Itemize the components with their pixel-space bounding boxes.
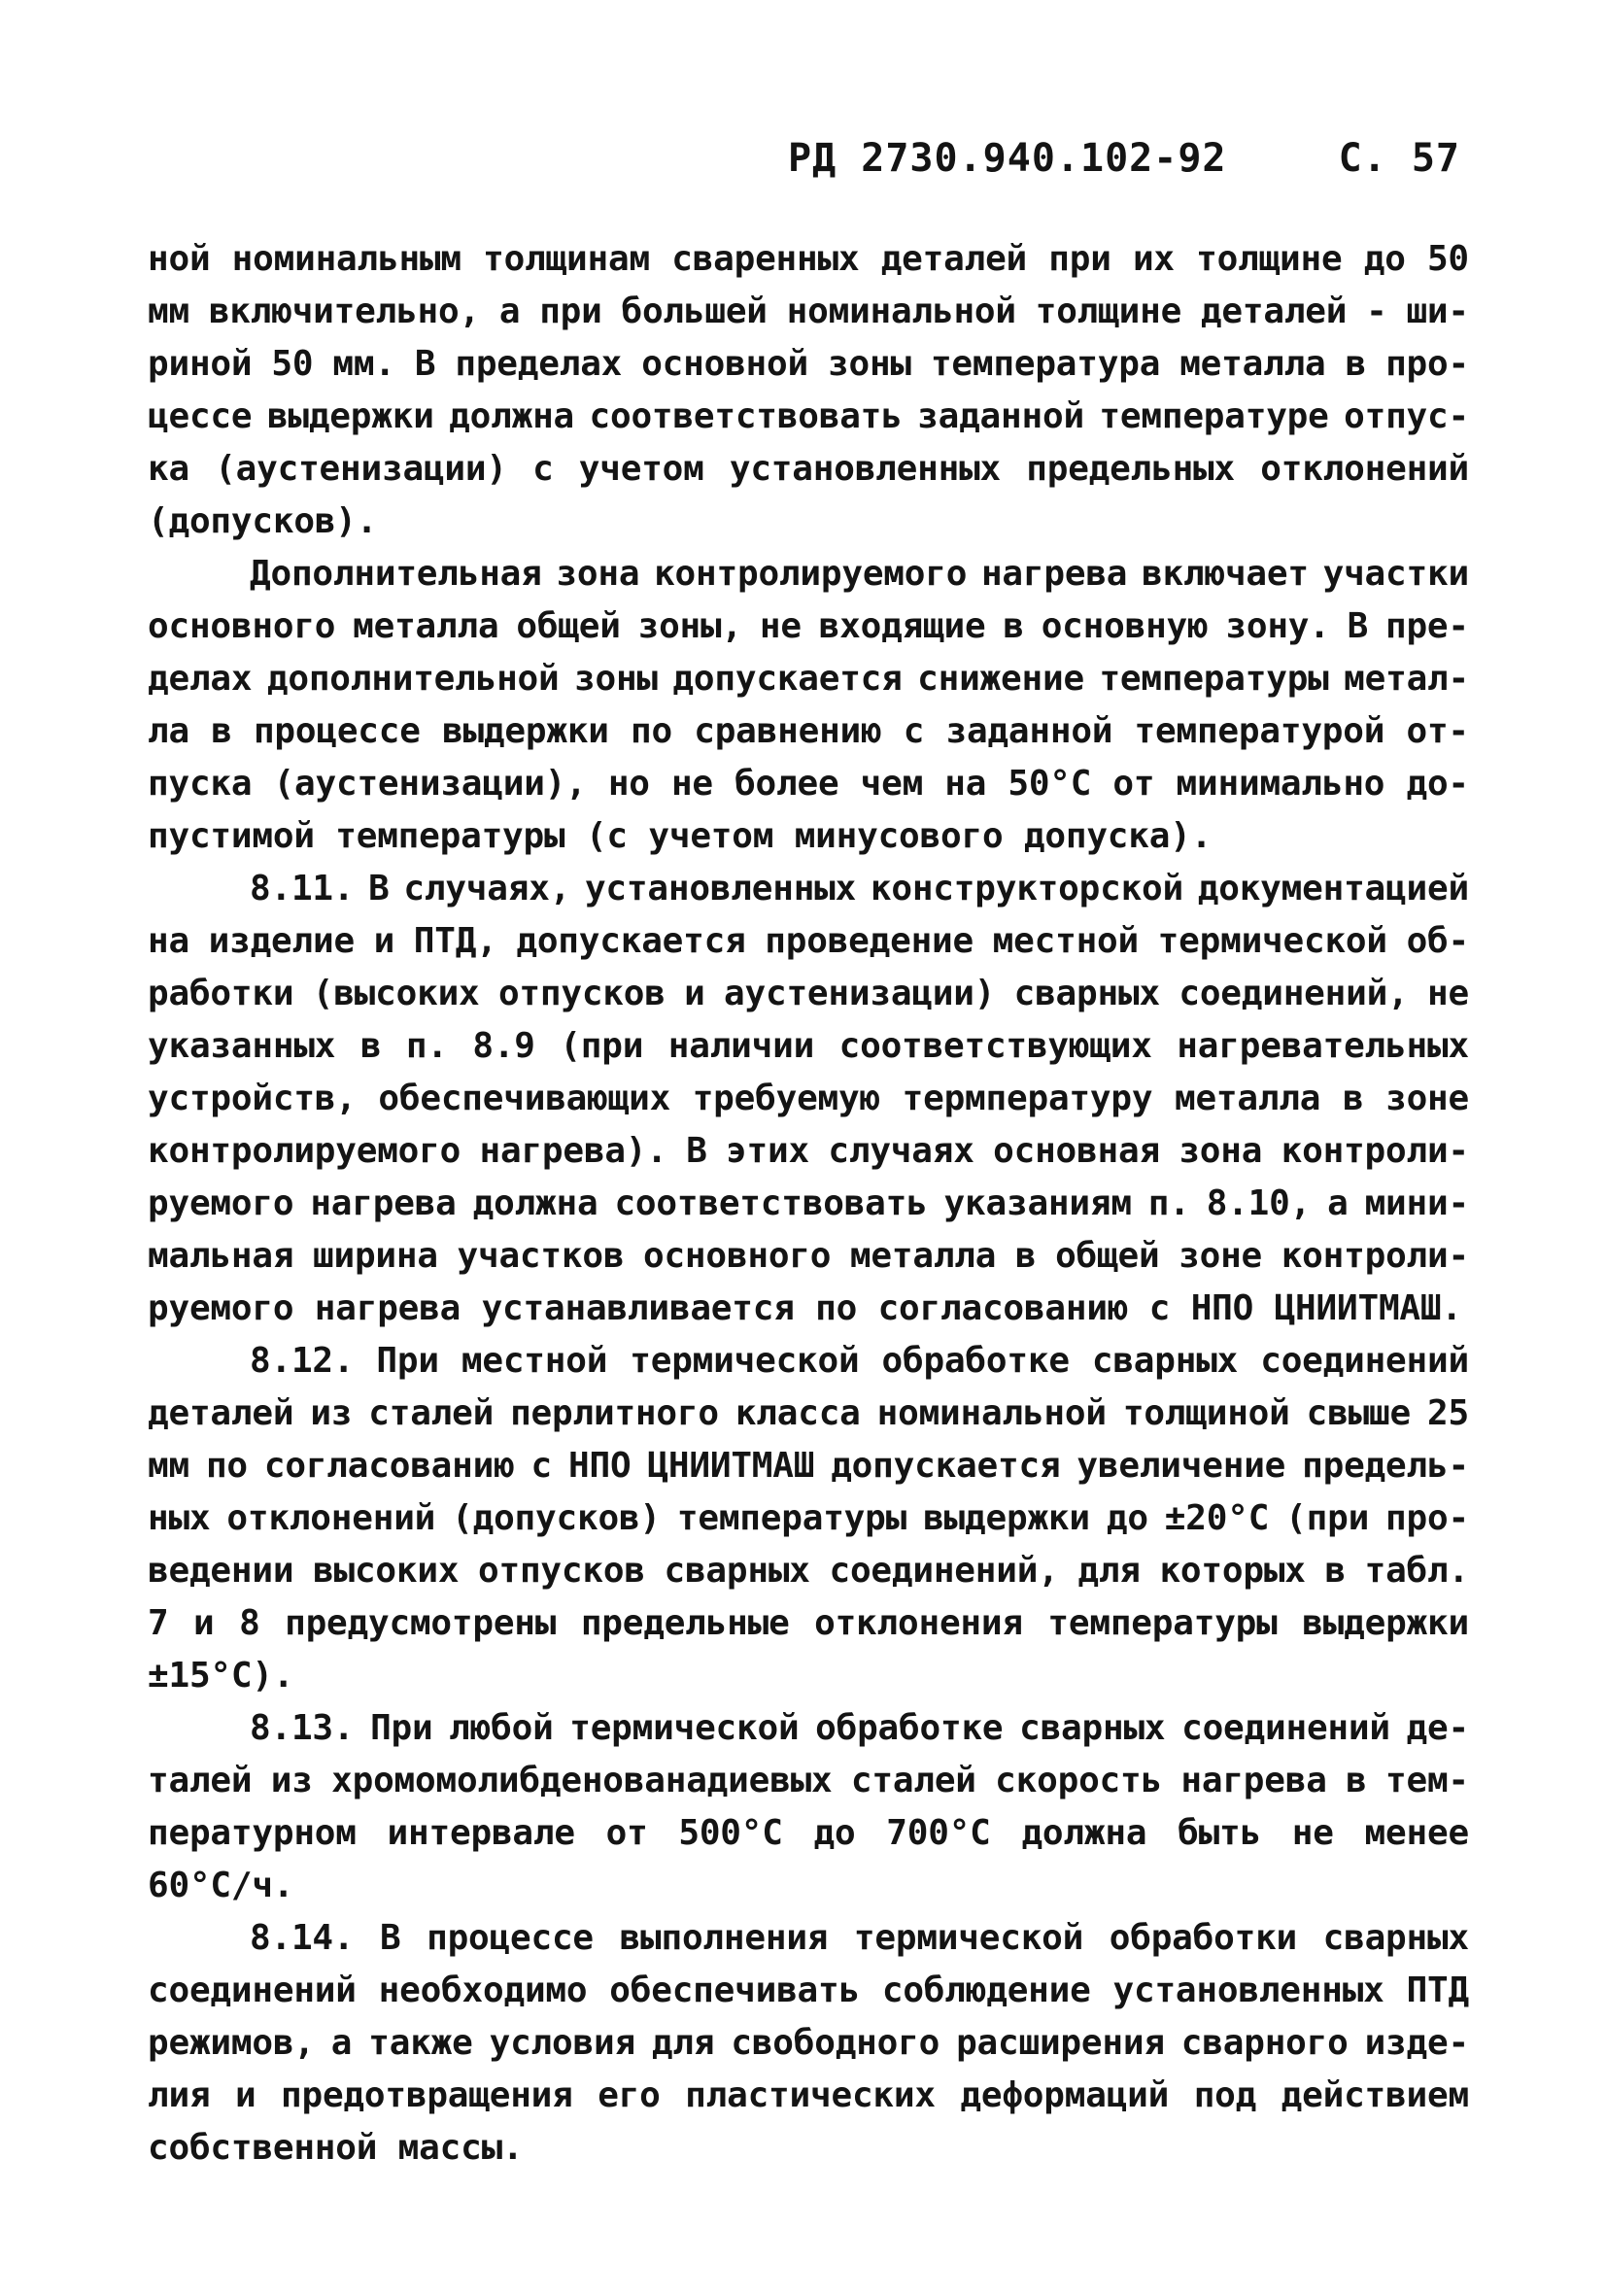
paragraph-clause-8-12 bbox=[148, 1335, 1469, 1702]
paragraph-clause-8-13 bbox=[148, 1702, 1469, 1912]
text-line: ных отклонений (допусков) температуры выдержки до ±20°С (при про- bbox=[148, 1498, 1469, 1538]
paragraph-clause-8-11 bbox=[148, 863, 1469, 1335]
text-line: пуска (аустенизации), но не более чем на 50°С от минимально до- bbox=[148, 764, 1469, 804]
text-line: устройств, обеспечивающих требуемую термпературу металла в зоне bbox=[148, 1079, 1469, 1118]
page-number: С. 57 bbox=[1338, 136, 1460, 181]
text-line: пустимой температуры (с учетом минусового допуска). bbox=[148, 816, 1213, 856]
text-line: руемого нагрева должна соответствовать указаниям п. 8.10, а мини- bbox=[148, 1183, 1469, 1223]
text-line: указанных в п. 8.9 (при наличии соответствующих нагревательных bbox=[148, 1026, 1469, 1066]
paragraph-clause-8-14 bbox=[148, 1912, 1469, 2175]
text-line: 60°С/ч. bbox=[148, 1866, 294, 1905]
text-line: режимов, а также условия для свободного расширения сварного изде- bbox=[148, 2023, 1469, 2063]
text-line: ной номинальным толщинам сваренных деталей при их толщине до 50 bbox=[148, 239, 1469, 279]
text-line: соединений необходимо обеспечивать соблюдение установленных ПТД bbox=[148, 1970, 1469, 2010]
text-line: Дополнительная зона контролируемого нагрева включает участки bbox=[250, 554, 1469, 594]
text-line: ±15°С). bbox=[148, 1656, 294, 1696]
document-body bbox=[148, 233, 1469, 2175]
text-line: мм по согласованию с НПО ЦНИИТМАШ допускается увеличение предель- bbox=[148, 1446, 1469, 1486]
text-line: 7 и 8 предусмотрены предельные отклонения температуры выдержки bbox=[148, 1603, 1469, 1643]
page-header bbox=[788, 136, 1460, 181]
text-line: риной 50 мм. В пределах основной зоны температура металла в про- bbox=[148, 344, 1469, 384]
document-number: РД 2730.940.102-92 bbox=[788, 136, 1227, 181]
text-line: руемого нагрева устанавливается по согласованию с НПО ЦНИИТМАШ. bbox=[148, 1288, 1462, 1328]
text-line: на изделие и ПТД, допускается проведение местной термической об- bbox=[148, 921, 1469, 961]
text-line: собственной массы. bbox=[148, 2128, 524, 2168]
text-line: талей из хромомолибденованадиевых сталей скорость нагрева в тем- bbox=[148, 1761, 1469, 1800]
text-line: цессе выдержки должна соответствовать заданной температуре отпус- bbox=[148, 396, 1469, 436]
text-line: контролируемого нагрева). В этих случаях основная зона контроли- bbox=[148, 1131, 1469, 1171]
text-line: мальная ширина участков основного металла в общей зоне контроли- bbox=[148, 1236, 1469, 1276]
text-line: ведении высоких отпусков сварных соединений, для которых в табл. bbox=[148, 1551, 1469, 1591]
text-line: ка (аустенизации) с учетом установленных предельных отклонений bbox=[148, 449, 1469, 489]
text-line: 8.12. При местной термической обработке сварных соединений bbox=[250, 1341, 1469, 1381]
text-line: 8.13. При любой термической обработке сварных соединений де- bbox=[250, 1708, 1469, 1748]
text-line: 8.14. В процессе выполнения термической обработки сварных bbox=[250, 1918, 1469, 1958]
text-line: мм включительно, а при большей номинальной толщине деталей - ши- bbox=[148, 291, 1469, 331]
text-line: пературном интервале от 500°С до 700°С должна быть не менее bbox=[148, 1813, 1469, 1853]
paragraph-additional-zone bbox=[148, 548, 1469, 863]
text-line: работки (высоких отпусков и аустенизации) сварных соединений, не bbox=[148, 974, 1469, 1013]
text-line: делах дополнительной зоны допускается снижение температуры метал- bbox=[148, 659, 1469, 699]
paragraph-continuation bbox=[148, 233, 1469, 548]
text-line: лия и предотвращения его пластических деформаций под действием bbox=[148, 2075, 1469, 2115]
text-line: (допусков). bbox=[148, 501, 378, 541]
text-line: ла в процессе выдержки по сравнению с заданной температурой от- bbox=[148, 711, 1469, 751]
text-line: деталей из сталей перлитного класса номинальной толщиной свыше 25 bbox=[148, 1393, 1469, 1433]
text-line: основного металла общей зоны, не входящие в основную зону. В пре- bbox=[148, 606, 1469, 646]
text-line: 8.11. В случаях, установленных конструкторской документацией bbox=[250, 869, 1469, 908]
